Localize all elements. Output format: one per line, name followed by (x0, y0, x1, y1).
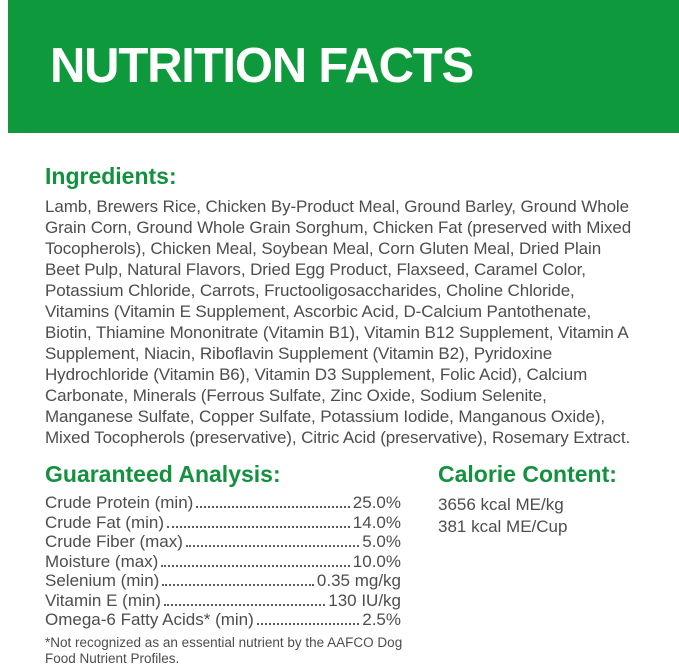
analysis-label: Omega-6 Fatty Acids* (min) (45, 610, 254, 629)
analysis-label: Crude Fiber (max) (45, 532, 183, 551)
analysis-label: Crude Fat (min) (45, 512, 165, 532)
dot-leader (162, 584, 314, 586)
analysis-value: 14.0% (352, 512, 401, 532)
calorie-line-cup: 381 kcal ME/Cup (438, 517, 568, 536)
dot-leader (164, 604, 325, 606)
analysis-value: 130 IU/kg (328, 590, 401, 610)
calorie-line-kg: 3656 kcal ME/kg (438, 495, 564, 514)
analysis-value: 2.5% (362, 610, 401, 629)
analysis-row-vitamin-e (45, 591, 401, 611)
analysis-row-crude-fat (45, 513, 401, 533)
ingredients-heading: Ingredients: (45, 163, 177, 189)
dot-leader (186, 545, 359, 547)
label-content (0, 133, 679, 666)
analysis-row-moisture (45, 552, 401, 572)
analysis-value: 10.0% (352, 551, 401, 571)
banner-title: NUTRITION FACTS (50, 39, 473, 93)
analysis-value: 25.0% (352, 493, 401, 512)
analysis-label: Crude Protein (min) (45, 493, 194, 512)
analysis-label: Selenium (min) (45, 571, 160, 590)
analysis-label: Moisture (max) (45, 551, 159, 571)
guaranteed-analysis-table (45, 493, 401, 630)
analysis-label: Vitamin E (min) (45, 590, 161, 610)
analysis-calorie-columns (45, 461, 637, 667)
analysis-row-selenium (45, 571, 401, 591)
analysis-row-crude-protein (45, 493, 401, 513)
guaranteed-analysis-section (45, 461, 417, 667)
guaranteed-analysis-heading: Guaranteed Analysis: (45, 461, 281, 487)
ingredients-text: Lamb, Brewers Rice, Chicken By-Product Meal, Ground Barley, Ground Whole Grain Corn, Ground Whole Grain Sorghum, Chicken Fat (preserved with Mixed Tocopherols), Chicken Meal, Soybean Meal, Corn Gluten Meal, Dried Plain Beet Pulp, Natural Flavors, Dried Egg Product, Flaxseed, Caramel Color, Potassium Chloride, Carrots, Fructooligosaccharides, Choline Chloride, Vitamins (Vitamin E Supplement, Ascorbic Acid, D-Calcium Pantothenate, Biotin, Thiamine Mononitrate (Vitamin B1), Vitamin B12 Supplement, Vitamin A Supplement, Niacin, Riboflavin Supplement (Vitamin B2), Pyridoxine Hydrochloride (Vitamin B6), Vitamin D3 Supplement, Folic Acid), Calcium Carbonate, Minerals (Ferrous Sulfate, Zinc Oxide, Sodium Selenite, Manganese Sulfate, Copper Sulfate, Potassium Iodide, Manganous Oxide), Mixed Tocopherols (preservative), Citric Acid (preservative), Rosemary Extract. (45, 197, 632, 447)
analysis-value: 0.35 mg/kg (316, 571, 401, 590)
ingredients-section (45, 163, 637, 448)
calorie-content-section (438, 461, 617, 538)
dot-leader (196, 506, 349, 508)
analysis-row-crude-fiber (45, 532, 401, 552)
aafco-footnote: *Not recognized as an essential nutrient by the AAFCO Dog Food Nutrient Profiles. (45, 634, 403, 666)
calorie-lines (438, 494, 617, 538)
dot-leader (161, 565, 349, 567)
analysis-value: 5.0% (362, 532, 401, 551)
dot-leader (257, 623, 359, 625)
calorie-content-heading: Calorie Content: (438, 461, 617, 487)
analysis-row-omega6 (45, 610, 401, 630)
dot-leader (167, 526, 350, 528)
nutrition-facts-banner (8, 0, 679, 133)
